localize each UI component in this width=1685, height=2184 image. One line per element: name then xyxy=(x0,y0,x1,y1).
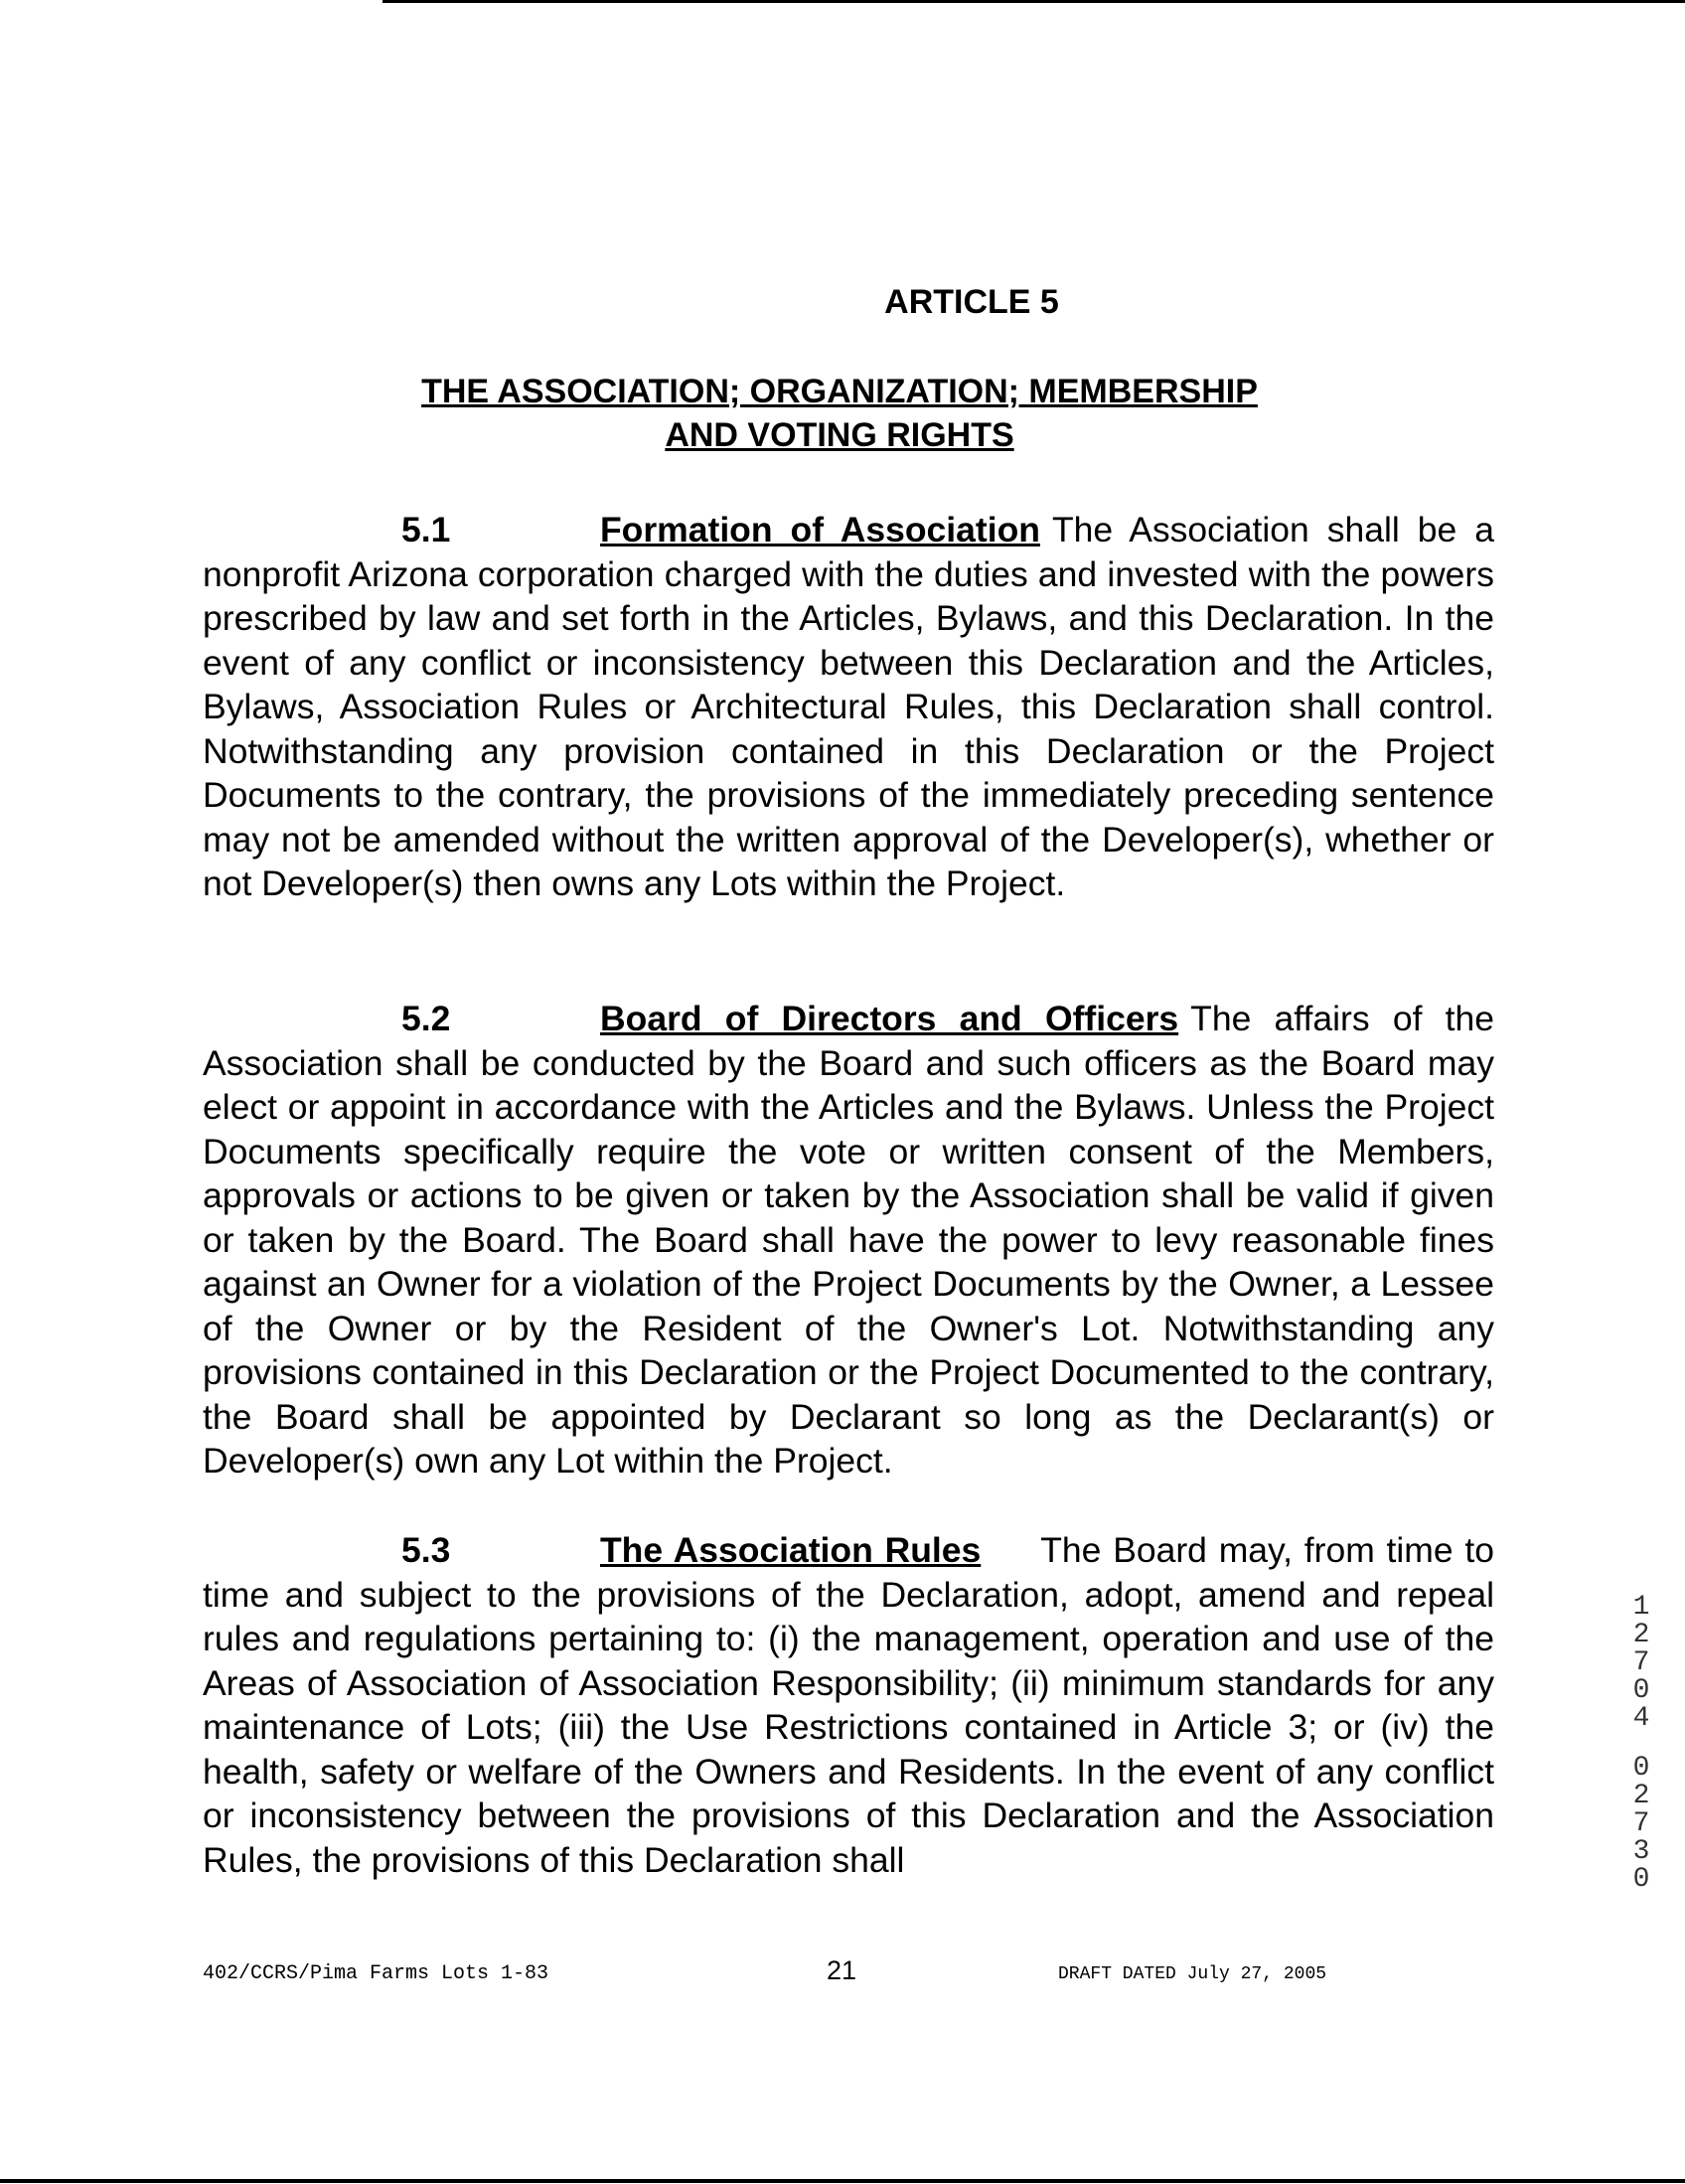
section-text: The Board may, from time to time and subject to the provisions of the Declaration, adopt, amend and repeal rules and regulations pertaining to: (i) the management, operation and use of the Areas of Association of Association Responsibility; (ii) minimum standards for any maintenance of Lots; (iii) the Use Restrictions contained in Article 3; or (iv) the health, safety or welfare of the Owners and Residents. In the event of any conflict or inconsistency between the provisions of this Declaration and the Association Rules, the provisions of this Declaration shall xyxy=(203,1530,1495,1880)
section-number: 5.3 xyxy=(401,1530,451,1570)
section-number: 5.1 xyxy=(401,510,451,549)
stamp-digit: 0 xyxy=(1632,1864,1650,1895)
article-heading-line-1: THE ASSOCIATION; ORGANIZATION; MEMBERSHIP xyxy=(421,373,1258,410)
section-5-3 xyxy=(203,1528,1494,1882)
stamp-digit: 2 xyxy=(1632,1620,1650,1650)
article-title: ARTICLE 5 xyxy=(884,283,1059,321)
section-text: The affairs of the Association shall be conducted by the Board and such officers as the Board may elect or appoint in accordance with the Articles and the Bylaws. Unless the Project Documents specifically require the vote or written consent of the Members, approvals or actions to be given or taken by the Association shall be valid if given or taken by the Board. The Board shall have the power to levy reasonable fines against an Owner for a violation of the Project Documents by the Owner, a Lessee of the Owner or by the Resident of the Owner's Lot. Notwithstanding any provisions contained in this Declaration or the Project Documented to the contrary, the Board shall be appointed by Declarant so long as the Declarant(s) or Developer(s) own any Lot within the Project. xyxy=(203,999,1495,1481)
section-number: 5.2 xyxy=(401,999,451,1038)
stamp-digit: 1 xyxy=(1632,1592,1650,1623)
stamp-digit: 0 xyxy=(1632,1675,1650,1706)
stamp-digit: 4 xyxy=(1632,1703,1650,1734)
section-title: Formation of Association xyxy=(600,510,1040,549)
section-5-1 xyxy=(203,508,1494,906)
article-heading xyxy=(338,370,1341,457)
bottom-scan-border xyxy=(0,2179,1685,2183)
section-title: Board of Directors and Officers xyxy=(600,999,1179,1038)
stamp-digit: 0 xyxy=(1632,1753,1650,1784)
recording-number-stamp xyxy=(1629,1594,1653,1894)
footer-page-number: 21 xyxy=(827,1955,857,1985)
footer-draft-date: DRAFT DATED July 27, 2005 xyxy=(1058,1964,1327,1984)
stamp-digit: 3 xyxy=(1632,1836,1650,1867)
stamp-digit: 7 xyxy=(1632,1808,1650,1839)
article-heading-line-2: AND VOTING RIGHTS xyxy=(665,416,1014,454)
footer-file-reference: 402/CCRS/Pima Farms Lots 1-83 xyxy=(203,1962,549,1985)
stamp-digit: 7 xyxy=(1632,1647,1650,1678)
section-5-2 xyxy=(203,997,1494,1483)
stamp-gap xyxy=(1629,1733,1653,1755)
section-title: The Association Rules xyxy=(600,1530,982,1570)
stamp-digit: 2 xyxy=(1632,1781,1650,1811)
section-text: The Association shall be a nonprofit Arizona corporation charged with the duties and invested with the powers prescribed by law and set forth in the Articles, Bylaws, and this Declaration. In the event of any conflict or inconsistency between this Declaration and the Articles, Bylaws, Association Rules or Architectural Rules, this Declaration shall control. Notwithstanding any provision contained in this Declaration or the Project Documents to the contrary, the provisions of the immediately preceding sentence may not be amended without the written approval of the Developer(s), whether or not Developer(s) then owns any Lots within the Project. xyxy=(203,510,1494,903)
top-scan-border xyxy=(383,0,1685,3)
